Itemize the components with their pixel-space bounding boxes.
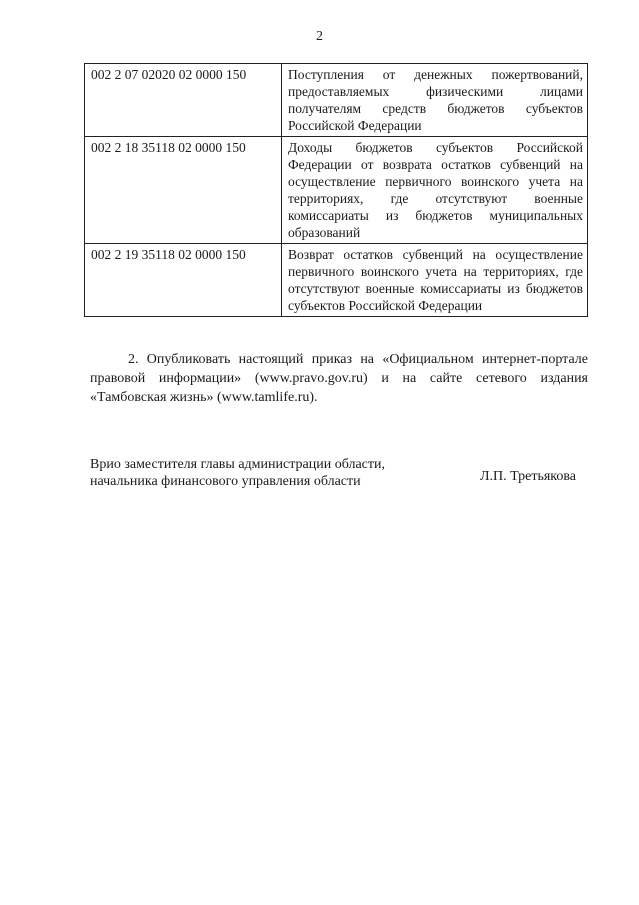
- budget-code-cell: 002 2 19 35118 02 0000 150: [85, 244, 282, 317]
- revenue-description-cell: Доходы бюджетов субъектов Российской Федерации от возврата остатков субвенций на осуществление первичного воинского учета на территориях, где отсутствуют военные комиссариаты из бюджетов муниципальных образований: [282, 137, 588, 244]
- revenue-description-cell: Возврат остатков субвенций на осуществление первичного воинского учета на территориях, где отсутствуют военные комиссариаты из бюджетов субъектов Российской Федерации: [282, 244, 588, 317]
- budget-codes-table: [84, 63, 588, 317]
- page-number: 2: [316, 29, 323, 44]
- publication-paragraph: 2. Опубликовать настоящий приказ на «Официальном интернет-портале правовой информации» (www.pravo.gov.ru) и на сайте сетевого издания «Тамбовская жизнь» (www.tamlife.ru).: [90, 352, 588, 405]
- table-row: [85, 244, 588, 317]
- signer-position-line-1: Врио заместителя главы администрации области,: [90, 457, 385, 472]
- budget-code-cell: 002 2 18 35118 02 0000 150: [85, 137, 282, 244]
- signer-position-line-2: начальника финансового управления области: [90, 474, 361, 489]
- table-row: [85, 64, 588, 137]
- table-row: [85, 137, 588, 244]
- budget-code-cell: 002 2 07 02020 02 0000 150: [85, 64, 282, 137]
- signature-block: [90, 456, 588, 490]
- signer-name: Л.П. Третьякова: [479, 469, 576, 484]
- revenue-description-cell: Поступления от денежных пожертвований, предоставляемых физическими лицами получателям средств бюджетов субъектов Российской Федерации: [282, 64, 588, 137]
